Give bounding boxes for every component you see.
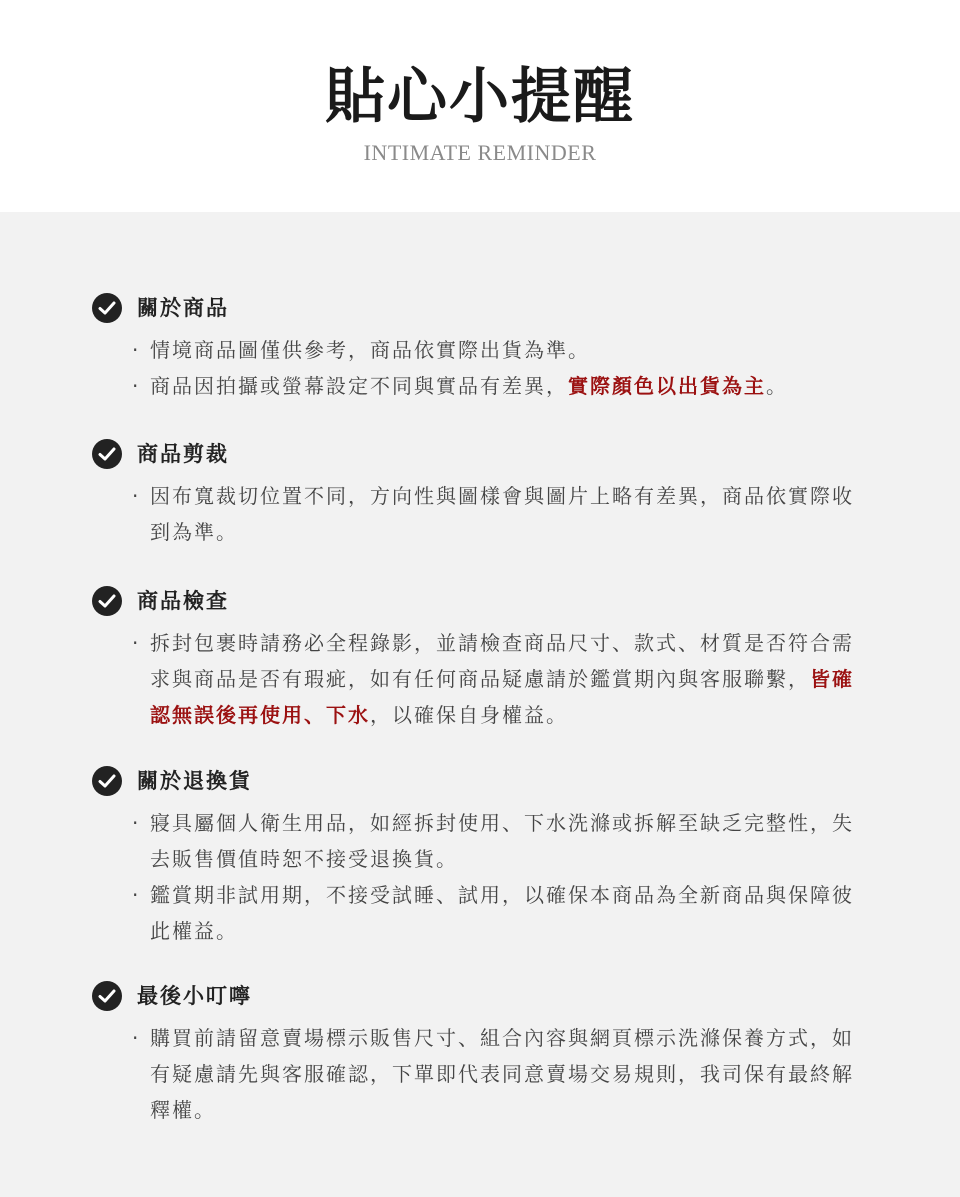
section-header <box>92 980 872 1012</box>
highlight-text: 皆確認無誤後再使用、下水 <box>150 667 854 727</box>
list-item: · 情境商品圖僅供參考，商品依實際出貨為準。 <box>92 332 872 368</box>
bullet: · <box>132 1026 141 1050</box>
section-title: 最後小叮嚀 <box>137 984 252 1008</box>
list-item: · 因布寬裁切位置不同，方向性與圖樣會與圖片上略有差異，商品依實際收到為準。 <box>92 478 872 550</box>
bullet: · <box>132 631 141 655</box>
section-header <box>92 765 872 797</box>
list-item: · 商品因拍攝或螢幕設定不同與實品有差異，實際顏色以出貨為主。 <box>92 368 872 404</box>
section-product <box>92 292 872 404</box>
bullet: · <box>132 811 141 835</box>
section-returns <box>92 765 872 949</box>
section-final-notes <box>92 980 872 1128</box>
bullet: · <box>132 374 141 398</box>
section-title: 關於退換貨 <box>137 769 252 793</box>
check-circle-icon <box>92 439 122 469</box>
section-cutting <box>92 438 872 550</box>
page-subtitle: INTIMATE REMINDER <box>363 140 597 165</box>
reminder-panel <box>0 212 960 1197</box>
page-title: 貼心小提醒 <box>325 62 635 132</box>
list-item: · 寢具屬個人衛生用品，如經拆封使用、下水洗滌或拆解至缺乏完整性，失去販售價值時恕不接受退換貨。 <box>92 805 872 877</box>
bullet: · <box>132 484 141 508</box>
list-item: · 拆封包裹時請務必全程錄影，並請檢查商品尺寸、款式、材質是否符合需求與商品是否有瑕疵，如有任何商品疑慮請於鑑賞期內與客服聯繫，皆確認無誤後再使用、下水，以確保自身權益。 <box>92 625 872 733</box>
section-title: 商品剪裁 <box>137 442 229 466</box>
header <box>0 0 960 212</box>
section-header <box>92 585 872 617</box>
list-item: · 鑑賞期非試用期，不接受試睡、試用，以確保本商品為全新商品與保障彼此權益。 <box>92 877 872 949</box>
bullet: · <box>132 883 141 907</box>
check-circle-icon <box>92 586 122 616</box>
section-inspection <box>92 585 872 733</box>
section-title: 商品檢查 <box>137 589 229 613</box>
check-circle-icon <box>92 766 122 796</box>
check-circle-icon <box>92 981 122 1011</box>
section-title: 關於商品 <box>137 296 229 320</box>
section-header <box>92 292 872 324</box>
bullet: · <box>132 338 141 362</box>
check-circle-icon <box>92 293 122 323</box>
list-item: · 購買前請留意賣場標示販售尺寸、組合內容與網頁標示洗滌保養方式，如有疑慮請先與客服確認，下單即代表同意賣場交易規則，我司保有最終解釋權。 <box>92 1020 872 1128</box>
highlight-text: 實際顏色以出貨為主 <box>568 374 766 398</box>
section-header <box>92 438 872 470</box>
